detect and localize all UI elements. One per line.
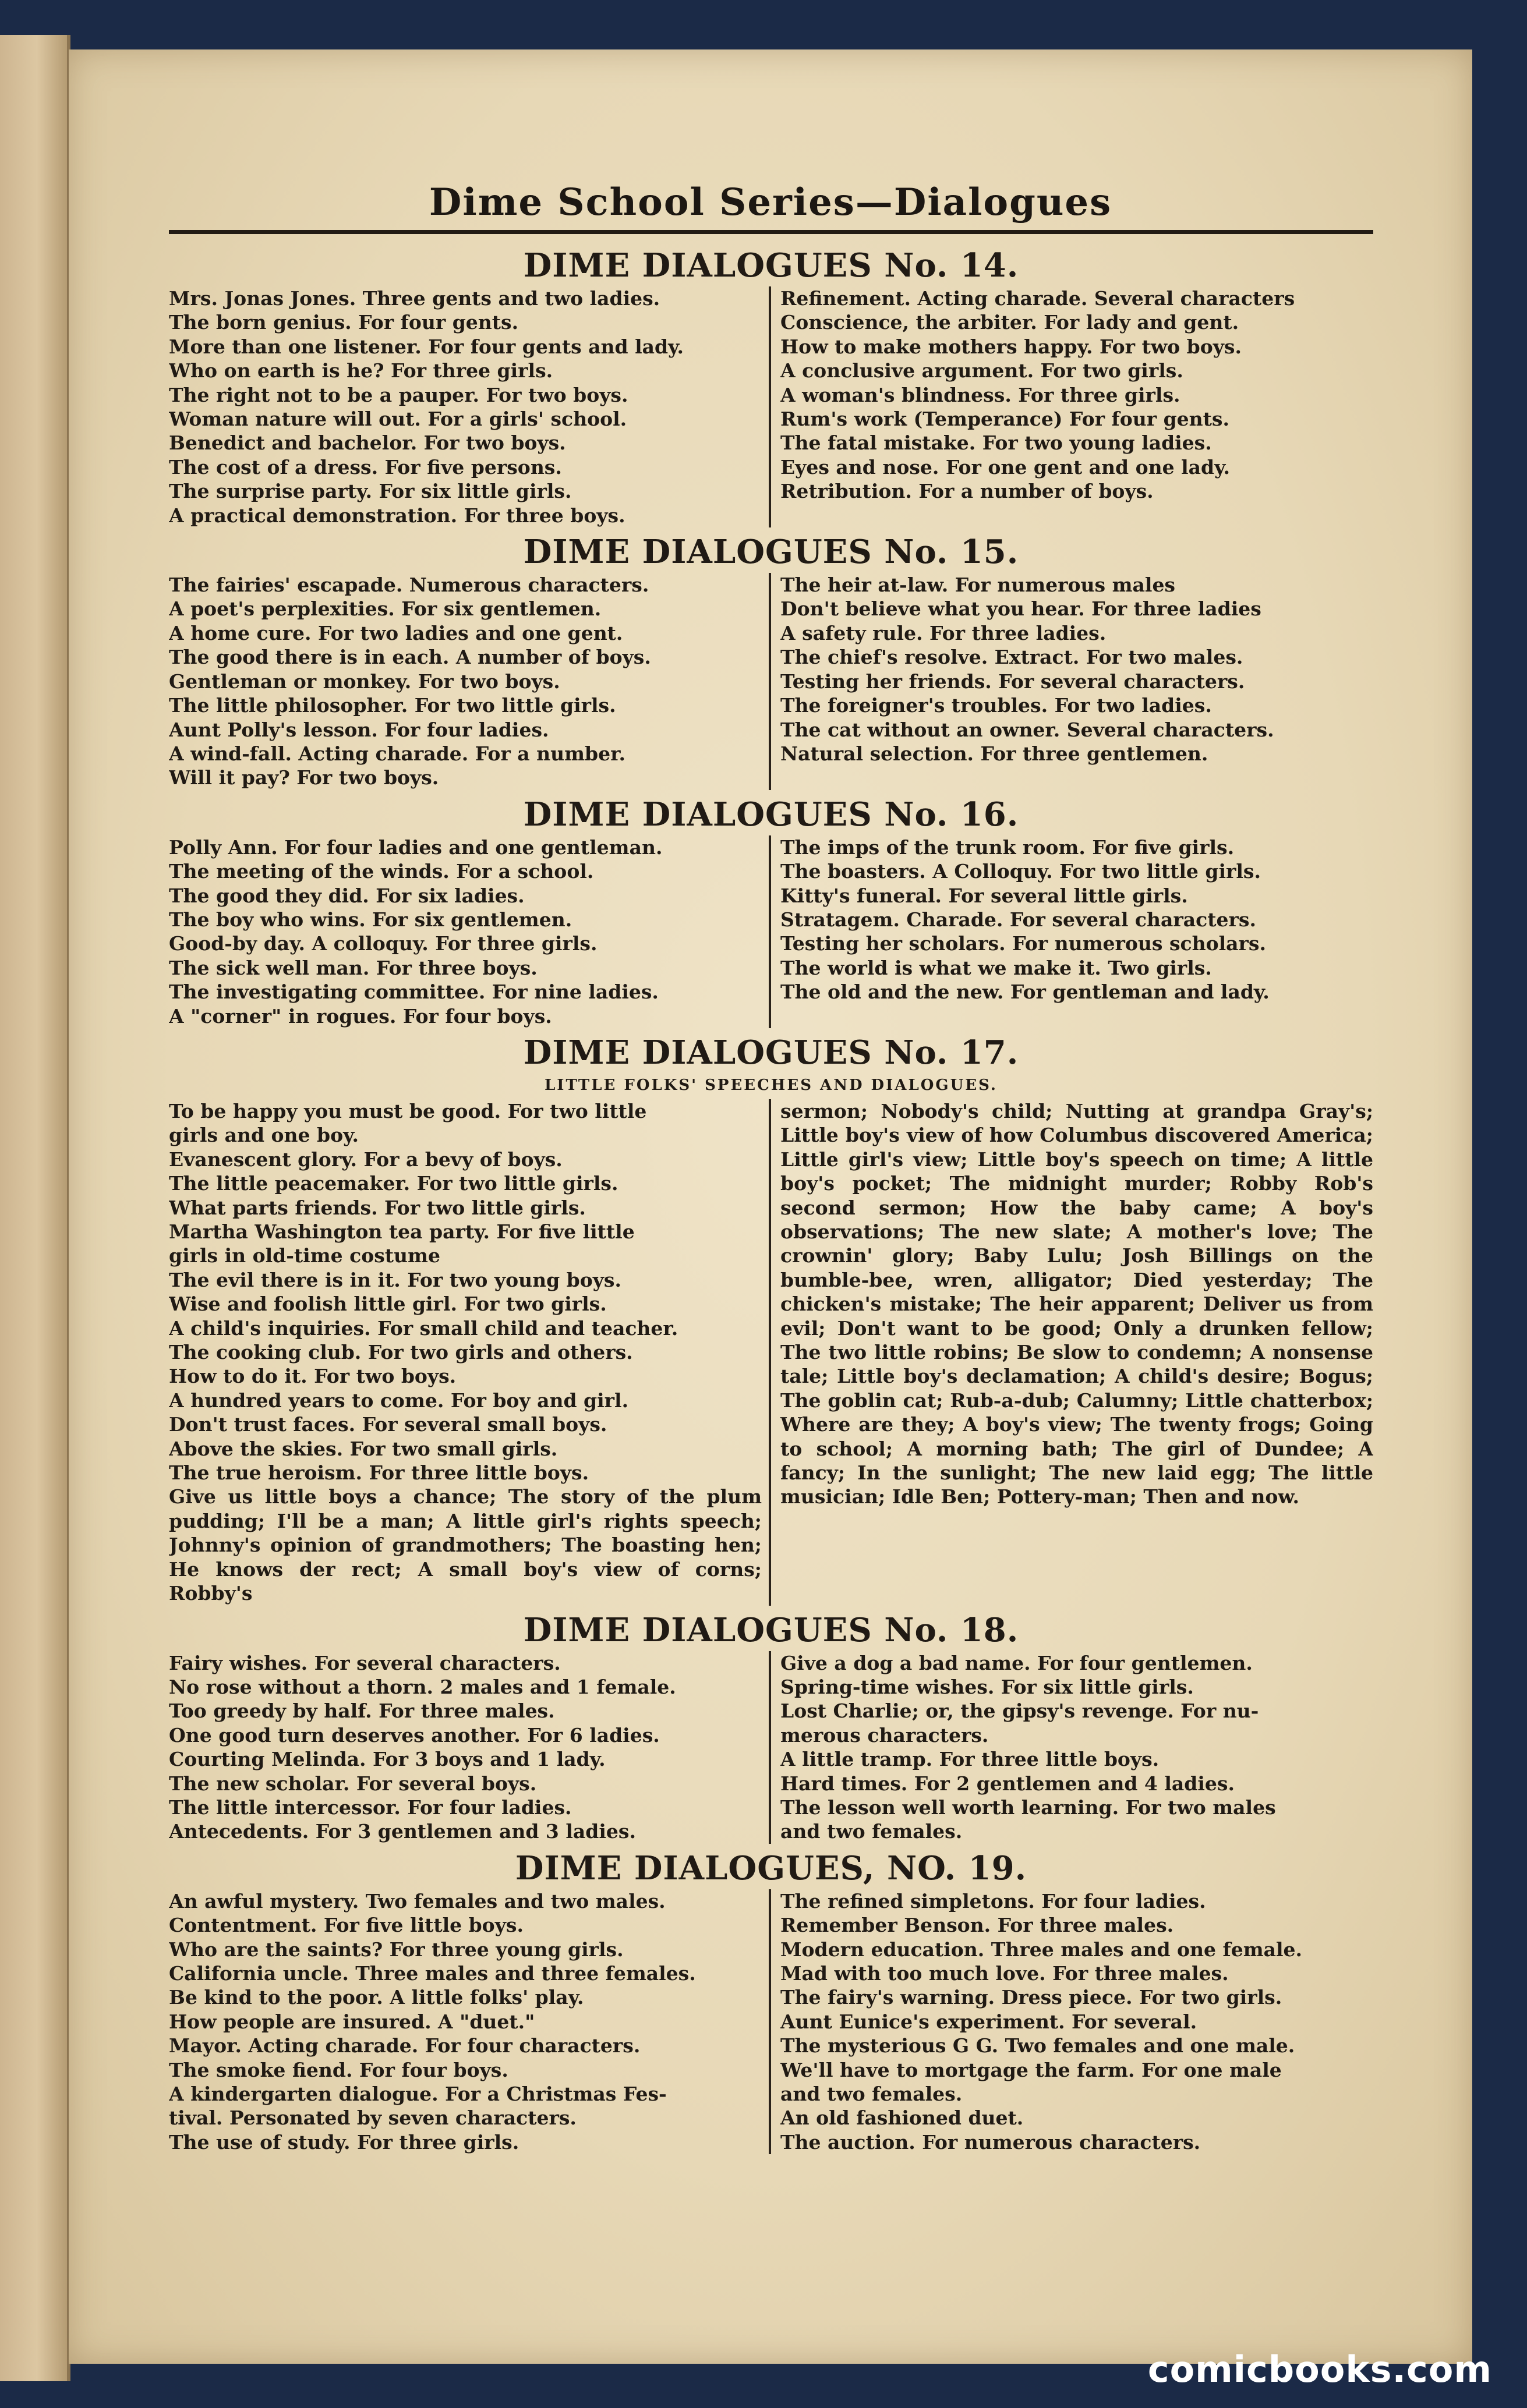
book-spine [0,35,70,2381]
catalog-entry: Don't trust faces. For several small boys. [169,1413,607,1436]
catalog-entry: Wise and foolish little girl. For two girls. [169,1292,607,1316]
catalog-entry: Above the skies. For two small girls. [169,1437,558,1460]
catalog-entry: The surprise party. For six little girls. [169,480,572,503]
catalog-entry: More than one listener. For four gents and lady. [169,335,684,358]
catalog-entry: The investigating committee. For nine ladies. [169,980,659,1004]
catalog-entry: To be happy you must be good. For two little [169,1099,647,1122]
catalog-entry: A practical demonstration. For three boys. [169,504,625,527]
catalog-entry: Remember Benson. For three males. [780,1914,1174,1937]
catalog-entry: The evil there is in it. For two young boys. [169,1268,621,1291]
catalog-entry: What parts friends. For two little girls. [169,1196,586,1219]
catalog-entry: The world is what we make it. Two girls. [780,956,1212,979]
catalog-content [169,245,1373,2158]
catalog-entry: Martha Washington tea party. For five little [169,1220,635,1243]
catalog-entry: How to do it. For two boys. [169,1365,457,1388]
section-title: DIME DIALOGUES, NO. 19. [515,1849,1027,1888]
catalog-entry: We'll have to mortgage the farm. For one male [780,2058,1282,2081]
section-title: DIME DIALOGUES No. 16. [523,795,1019,834]
right-column [769,286,1373,527]
catalog-entry: The lesson well worth learning. For two males [780,1796,1276,1819]
left-column [169,573,769,790]
catalog-entry: The little philosopher. For two little girls. [169,694,616,717]
catalog-entry: girls in old-time costume [169,1244,440,1267]
catalog-entry: Fairy wishes. For several characters. [169,1651,561,1674]
section-title: DIME DIALOGUES No. 15. [523,533,1019,572]
catalog-entry: The little intercessor. For four ladies. [169,1796,572,1819]
catalog-entry: The cat without an owner. Several characters. [780,718,1274,741]
catalog-entry: Antecedents. For 3 gentlemen and 3 ladies. [169,1820,636,1843]
catalog-entry: Kitty's funeral. For several little girls. [780,884,1188,907]
catalog-entry: The chief's resolve. Extract. For two males. [780,646,1243,669]
catalog-entry: Eyes and nose. For one gent and one lady. [780,455,1230,479]
catalog-paragraph: Give us little boys a chance; The story of the plum pudding; I'll be a man; A little girl's rights speech; Johnny's opinion of grandmothers; The boasting hen; He knows der rect; A small boy's view of corns; Robby's [169,1485,762,1605]
catalog-entry: A woman's blindness. For three girls. [780,383,1180,406]
catalog-entry: The heir at-law. For numerous males [780,573,1176,597]
catalog-entry: The boasters. A Colloquy. For two little girls. [780,860,1261,883]
catalog-entry: The right not to be a pauper. For two boys. [169,383,628,406]
catalog-entry: The fatal mistake. For two young ladies. [780,431,1212,455]
running-head: Dime School Series—Dialogues [429,180,1112,224]
catalog-entry: and two females. [780,2083,963,2105]
catalog-entry: merous characters. [780,1723,989,1747]
catalog-entry: A poet's perplexities. For six gentlemen. [169,597,602,621]
catalog-entry: The fairies' escapade. Numerous characters. [169,573,649,597]
catalog-entry: An awful mystery. Two females and two males. [169,1889,666,1913]
head-rule [169,230,1373,234]
watermark: comicbooks.com [1147,2348,1492,2391]
catalog-entry: Don't believe what you hear. For three ladies [780,597,1261,621]
document-page [69,49,1472,2364]
section-columns [169,1099,1373,1606]
left-column [169,835,769,1028]
catalog-entry: Who are the saints? For three young girls. [169,1938,624,1961]
catalog-entry: Polly Ann. For four ladies and one gentleman. [169,835,663,859]
catalog-entry: Woman nature will out. For a girls' school. [169,408,627,431]
catalog-entry: Will it pay? For two boys. [169,766,439,789]
section-title: DIME DIALOGUES No. 18. [523,1610,1019,1649]
catalog-entry: The new scholar. For several boys. [169,1772,537,1795]
catalog-entry: The sick well man. For three boys. [169,956,538,979]
catalog-entry: Mad with too much love. For three males. [780,1961,1229,1985]
catalog-entry: The cooking club. For two girls and others. [169,1341,633,1364]
catalog-entry: Gentleman or monkey. For two boys. [169,670,560,693]
catalog-entry: Who on earth is he? For three girls. [169,359,553,383]
catalog-entry: A hundred years to come. For boy and girl. [169,1389,629,1412]
catalog-entry: Mrs. Jonas Jones. Three gents and two ladies. [169,287,660,310]
catalog-entry: One good turn deserves another. For 6 ladies. [169,1723,660,1747]
catalog-entry: Be kind to the poor. A little folks' play. [169,1986,584,2009]
catalog-entry: Benedict and bachelor. For two boys. [169,431,566,455]
right-column [769,1099,1373,1606]
section-title: DIME DIALOGUES No. 14. [523,246,1019,285]
catalog-entry: and two females. [780,1820,963,1843]
catalog-section [169,794,1373,1028]
catalog-entry: Evanescent glory. For a bevy of boys. [169,1148,563,1171]
right-column [769,835,1373,1028]
catalog-entry: Modern education. Three males and one female. [780,1938,1303,1961]
catalog-entry: The boy who wins. For six gentlemen. [169,908,572,931]
catalog-entry: Spring-time wishes. For six little girls. [780,1675,1194,1698]
section-columns [169,1889,1373,2154]
catalog-entry: A child's inquiries. For small child and teacher. [169,1316,678,1340]
catalog-entry: Good-by day. A colloquy. For three girls. [169,932,598,955]
catalog-entry: How people are insured. A "duet." [169,2010,535,2033]
catalog-entry: A "corner" in rogues. For four boys. [169,1004,552,1028]
catalog-section [169,531,1373,790]
catalog-entry: The smoke fiend. For four boys. [169,2058,508,2081]
catalog-entry: The foreigner's troubles. For two ladies. [780,694,1212,717]
section-columns [169,286,1373,527]
right-column [769,1651,1373,1844]
catalog-entry: A kindergarten dialogue. For a Christmas Fes- [169,2083,667,2105]
catalog-section [169,1609,1373,1844]
catalog-entry: Contentment. For five little boys. [169,1914,524,1937]
catalog-entry: The use of study. For three girls. [169,2130,519,2154]
catalog-entry: The good they did. For six ladies. [169,884,525,907]
catalog-entry: tival. Personated by seven characters. [169,2106,577,2130]
section-columns [169,573,1373,790]
catalog-section [169,1032,1373,1606]
catalog-entry: Courting Melinda. For 3 boys and 1 lady. [169,1748,606,1771]
catalog-entry: A home cure. For two ladies and one gent. [169,621,623,645]
catalog-entry: Conscience, the arbiter. For lady and gent. [780,311,1239,334]
catalog-entry: The old and the new. For gentleman and lady. [780,980,1270,1004]
catalog-entry: Mayor. Acting charade. For four characters. [169,2034,641,2058]
catalog-entry: The fairy's warning. Dress piece. For two girls. [780,1986,1282,2009]
catalog-section [169,245,1373,527]
catalog-entry: The mysterious G G. Two females and one male. [780,2034,1295,2058]
catalog-entry: A wind-fall. Acting charade. For a number. [169,742,625,765]
catalog-paragraph: sermon; Nobody's child; Nutting at grandpa Gray's; Little boy's view of how Columbus discovered America; Little girl's view; Little boy's speech on time; A little boy's pocket; The midnight murder; Robby Rob's second sermon; How the baby came; A boy's observations; The new slate; A mother's love; The crownin' glory; Baby Lulu; Josh Billings on the bumble-bee, wren, alligator; Died yesterday; The chicken's mistake; The heir apparent; Deliver us from evil; Don't want to be good; Only a drunken fellow; The two little robins; Be slow to condemn; A nonsense tale; Little boy's declamation; A child's desire; Bogus; The goblin cat; Rub-a-dub; Calumny; Little chatterbox; Where are they; A boy's view; The twenty frogs; Going to school; A morning bath; The girl of Dundee; A fancy; In the sunlight; The new laid egg; The little musician; Idle Ben; Pottery-man; Then and now. [780,1099,1373,1508]
catalog-entry: How to make mothers happy. For two boys. [780,335,1242,358]
catalog-entry: The little peacemaker. For two little girls. [169,1172,618,1195]
section-title: DIME DIALOGUES No. 17. [523,1033,1019,1072]
catalog-entry: Testing her friends. For several characters. [780,670,1245,693]
catalog-entry: Aunt Polly's lesson. For four ladies. [169,718,549,741]
catalog-entry: Hard times. For 2 gentlemen and 4 ladies. [780,1772,1235,1795]
catalog-entry: Aunt Eunice's experiment. For several. [780,2010,1197,2033]
catalog-entry: The imps of the trunk room. For five girls. [780,835,1235,859]
section-subtitle: LITTLE FOLKS' SPEECHES AND DIALOGUES. [545,1076,998,1094]
catalog-entry: Natural selection. For three gentlemen. [780,742,1208,765]
catalog-entry: California uncle. Three males and three females. [169,1961,696,1985]
right-column [769,573,1373,790]
catalog-entry: The cost of a dress. For five persons. [169,455,562,479]
catalog-entry: An old fashioned duet. [780,2106,1024,2130]
catalog-entry: The auction. For numerous characters. [780,2130,1201,2154]
catalog-entry: The refined simpletons. For four ladies. [780,1889,1206,1913]
catalog-entry: A conclusive argument. For two girls. [780,359,1183,383]
section-columns [169,1651,1373,1844]
catalog-entry: Testing her scholars. For numerous scholars. [780,932,1266,955]
catalog-entry: The born genius. For four gents. [169,311,519,334]
left-column [169,1099,769,1606]
left-column [169,1889,769,2154]
catalog-entry: Refinement. Acting charade. Several characters [780,287,1295,310]
catalog-entry: The true heroism. For three little boys. [169,1461,589,1485]
left-column [169,286,769,527]
catalog-entry: Too greedy by half. For three males. [169,1699,555,1723]
catalog-entry: No rose without a thorn. 2 males and 1 female. [169,1675,676,1698]
section-columns [169,835,1373,1028]
catalog-entry: Lost Charlie; or, the gipsy's revenge. For nu- [780,1699,1259,1723]
catalog-section [169,1847,1373,2154]
catalog-entry: A safety rule. For three ladies. [780,621,1107,645]
catalog-entry: Rum's work (Temperance) For four gents. [780,408,1229,431]
catalog-entry: Retribution. For a number of boys. [780,480,1154,503]
catalog-entry: girls and one boy. [169,1124,359,1147]
catalog-entry: The meeting of the winds. For a school. [169,860,594,883]
catalog-entry: Give a dog a bad name. For four gentlemen. [780,1651,1253,1674]
catalog-entry: The good there is in each. A number of boys. [169,646,651,669]
left-column [169,1651,769,1844]
catalog-entry: A little tramp. For three little boys. [780,1748,1160,1771]
right-column [769,1889,1373,2154]
catalog-entry: Stratagem. Charade. For several characters. [780,908,1256,931]
